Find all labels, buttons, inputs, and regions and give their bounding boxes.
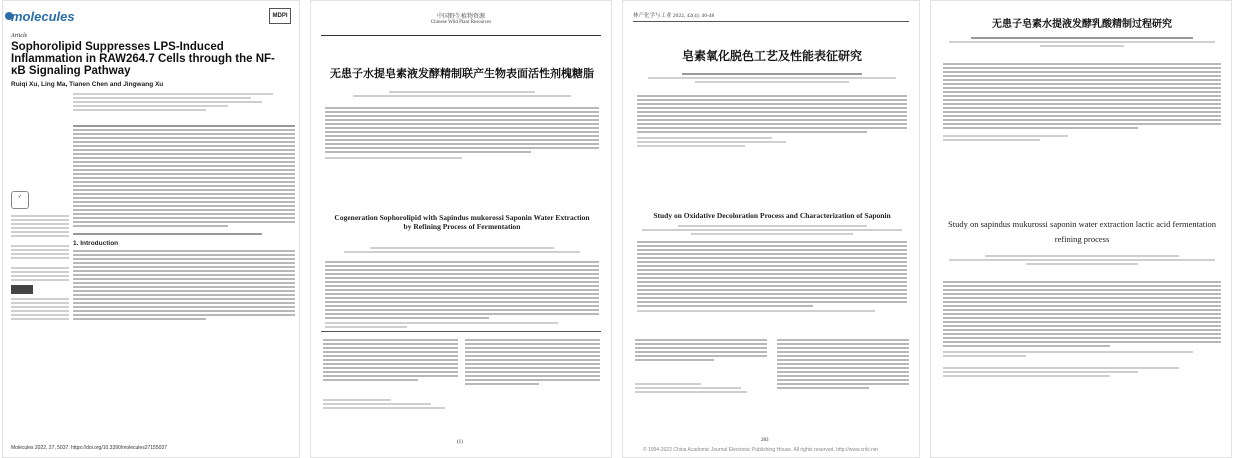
paper-title-cn: 皂素氧化脱色工艺及性能表征研究	[681, 49, 862, 63]
journal-header	[401, 11, 521, 25]
header-rule	[321, 35, 601, 36]
body-col-right	[465, 337, 600, 387]
abstract-block	[73, 123, 295, 322]
publisher-badge: MDPI	[269, 8, 291, 24]
affiliations-block	[73, 91, 295, 113]
abstract-cn	[637, 93, 907, 149]
copyright-notice: © 1994-2022 China Academic Journal Electronic Publishing House. All rights reserved. http://www.cnki.net	[643, 447, 878, 453]
journal-name-cn: 中国野生植物资源	[436, 14, 485, 20]
paper-page-1	[2, 0, 300, 458]
paper-title: Sophorolipid Suppresses LPS-Induced Inflammation in RAW264.7 Cells through the NF-κB Signaling Pathway	[11, 41, 275, 77]
section-heading: 1. Introduction	[73, 240, 119, 247]
paper-page-4	[930, 0, 1232, 458]
authors-affil-cn	[943, 35, 1221, 49]
authors-affil-cn	[341, 89, 583, 99]
sidebar-info	[11, 191, 69, 322]
authors-affil-en	[943, 253, 1221, 267]
abstract-cn	[325, 105, 599, 161]
header-rule	[633, 21, 909, 22]
abstract-en	[637, 239, 907, 314]
journal-name-en: Chinese Wild Plant Resources	[430, 20, 492, 25]
paper-title-en: Study on sapindus mukurossi saponin water extraction lactic acid fermentation refining process	[948, 219, 1216, 244]
paper-page-2	[310, 0, 612, 458]
authors-affil-cn	[643, 71, 901, 85]
paper-title-cn: 无患子皂素水提液发酵乳酸精制过程研究	[992, 19, 1172, 30]
abstract-en	[325, 259, 599, 330]
body-col-left	[635, 337, 767, 395]
paper-authors: Ruiqi Xu, Ling Ma, Tianen Chen and Jingwang Xu	[11, 81, 164, 88]
body-col-right	[777, 337, 909, 391]
page-number: 283	[761, 438, 769, 443]
journal-brand: molecules	[11, 9, 75, 24]
cc-license-icon	[11, 285, 33, 294]
paper-title-en: Cogeneration Sophorolipid with Sapindus mukorossi Saponin Water Extraction by Refining Process of Fermentation	[334, 213, 590, 231]
abstract-en	[943, 279, 1221, 379]
page-number: (1)	[457, 440, 463, 445]
paper-page-3	[622, 0, 920, 458]
paper-title-en: Study on Oxidative Decoloration Process and Characterization of Saponin	[653, 211, 891, 220]
divider	[321, 331, 601, 332]
article-type: Article	[11, 33, 28, 39]
authors-affil-en	[331, 245, 593, 255]
authors-affil-en	[637, 223, 907, 237]
page-footer: Molecules 2022, 27, 5037. https://doi.org/10.3390/molecules27155037	[11, 445, 167, 451]
body-col-left	[323, 337, 458, 411]
check-updates-icon: ✓	[11, 191, 29, 209]
running-header: 林产化学与工业 2022, 42(4): 40-48	[633, 13, 715, 19]
paper-title-cn: 无患子水提皂素液发酵精制联产生物表面活性剂槐糖脂	[330, 68, 594, 80]
abstract-cn	[943, 61, 1221, 143]
